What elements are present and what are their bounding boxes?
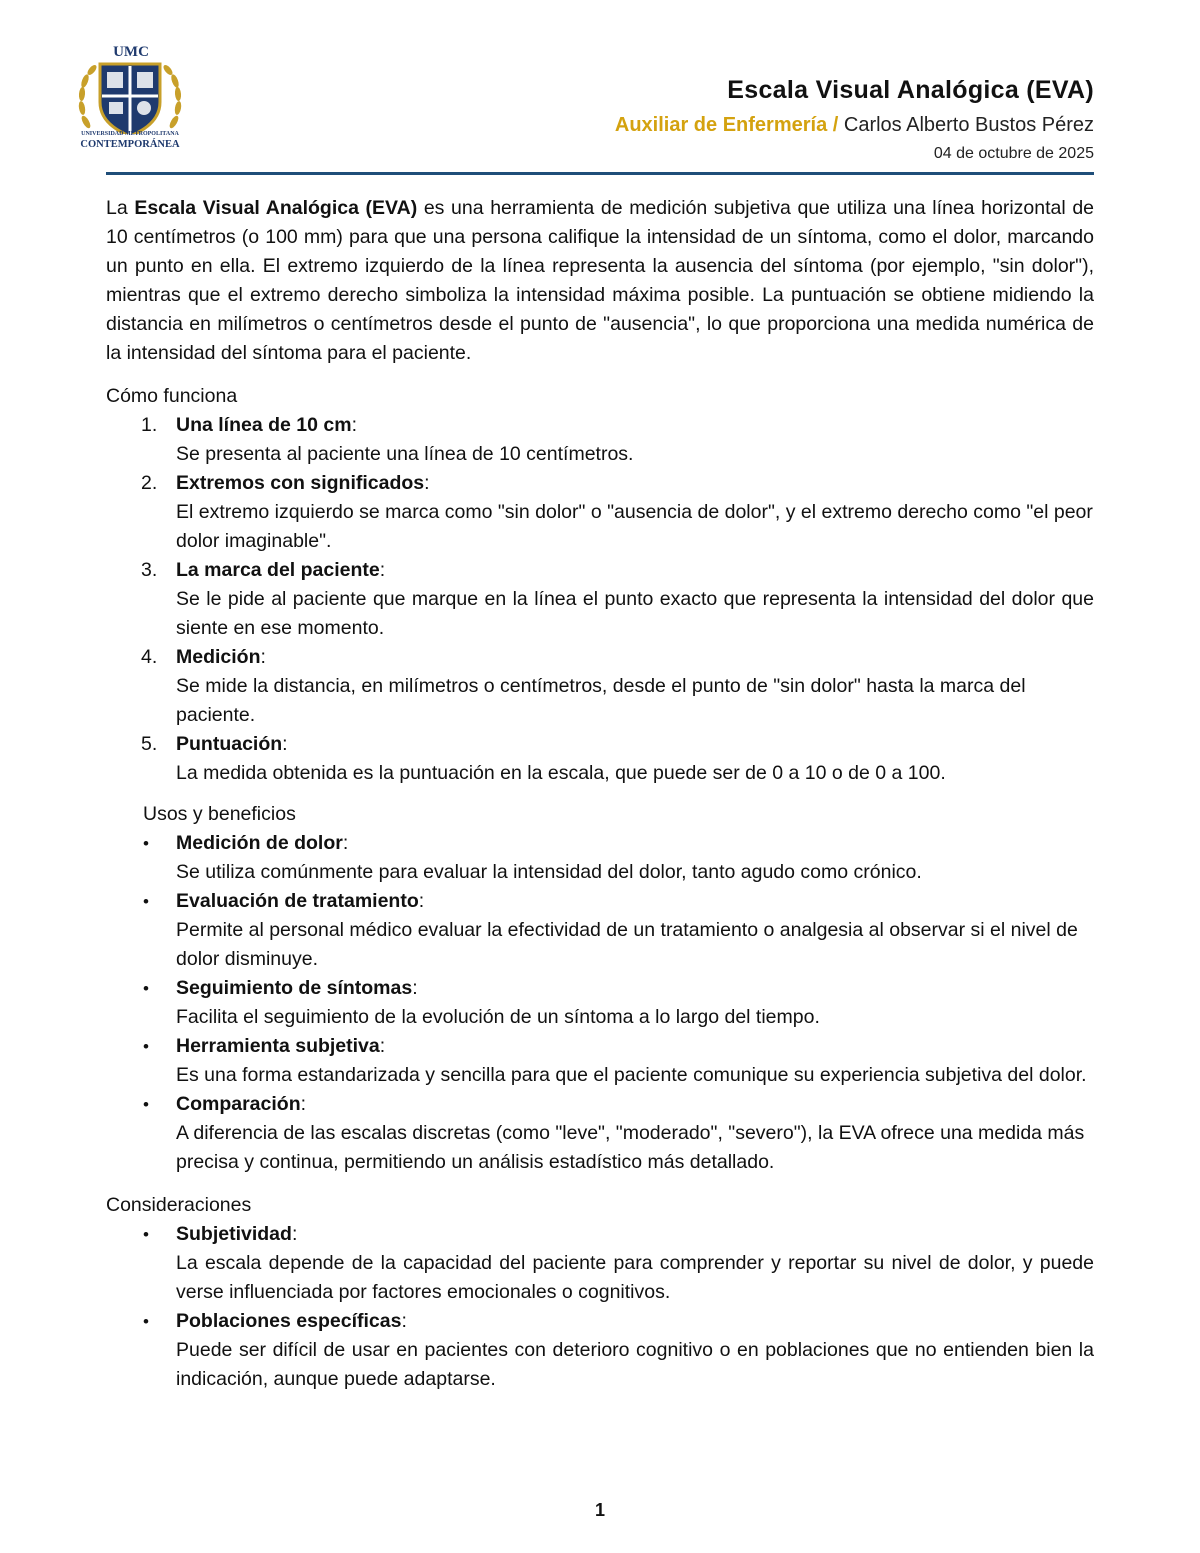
intro-term: Escala Visual Analógica (EVA) <box>134 197 418 219</box>
item-term: Una línea de 10 cm <box>176 414 352 436</box>
section-heading-consideraciones: Consideraciones <box>106 1194 252 1216</box>
section-heading-como-funciona: Cómo funciona <box>106 385 238 407</box>
program-name: Auxiliar de Enfermería / <box>614 114 839 136</box>
list-item <box>106 974 1094 1032</box>
bullet-icon: • <box>143 1312 149 1331</box>
item-colon: : <box>342 832 349 854</box>
item-description: Se mide la distancia, en milímetros o centímetros, desde el punto de "sin dolor" hasta la marca del paciente. <box>176 675 1026 726</box>
intro-lead: La <box>106 197 135 219</box>
item-description: La escala depende de la capacidad del paciente para comprender y reportar su nivel de dolor, y puede verse influenciada por factores emocionales o cognitivos. <box>176 1252 1094 1303</box>
bullet-icon: • <box>143 834 149 853</box>
bullet-icon: • <box>143 892 149 911</box>
item-colon: : <box>282 733 288 755</box>
item-colon: : <box>260 646 266 668</box>
item-description: Es una forma estandarizada y sencilla para que el paciente comunique su experiencia subjetiva del dolor. <box>176 1064 1087 1086</box>
bullet-icon: • <box>143 1095 149 1114</box>
list-number: 1. <box>141 414 158 436</box>
list-item <box>106 411 1094 469</box>
bullet-icon: • <box>143 1225 149 1244</box>
list-item <box>106 1090 1094 1177</box>
item-term: Subjetividad <box>176 1223 292 1245</box>
item-colon: : <box>424 472 430 494</box>
list-item <box>106 1307 1094 1394</box>
intro-text: es una herramienta de medición subjetiva que utiliza una línea horizontal de 10 centímetros (o 100 mm) para que una persona califique la intensidad de un síntoma, como el dolor, marcando un punto en ella. El extremo izquierdo de la línea representa la ausencia del síntoma (por ejemplo, "sin dolor"), mientras que el extremo derecho simboliza la intensidad máxima posible. La puntuación se obtiene midiendo la distancia en milímetros o centímetros desde el punto de "ausencia", lo que proporciona una medida numérica de la intensidad del síntoma para el paciente. <box>106 197 1095 364</box>
item-description: Permite al personal médico evaluar la efectividad de un tratamiento o analgesia al observar si el nivel de dolor disminuye. <box>176 919 1078 970</box>
list-item <box>106 829 1094 887</box>
item-colon: : <box>418 890 425 912</box>
list-item <box>106 730 1094 788</box>
item-colon: : <box>379 559 386 581</box>
item-description: Se utiliza comúnmente para evaluar la intensidad del dolor, tanto agudo como crónico. <box>176 861 922 883</box>
item-description: El extremo izquierdo se marca como "sin dolor" o "ausencia de dolor", y el extremo derecho como "el peor dolor imaginable". <box>176 501 1093 552</box>
list-item <box>106 1220 1094 1307</box>
list-item <box>106 887 1094 974</box>
intro-paragraph <box>106 194 1094 368</box>
item-description: Se presenta al paciente una línea de 10 centímetros. <box>176 443 634 465</box>
list-item <box>106 643 1094 730</box>
item-term: Evaluación de tratamiento <box>176 890 419 912</box>
item-description: La medida obtenida es la puntuación en la escala, que puede ser de 0 a 10 o de 0 a 100. <box>176 762 946 784</box>
item-colon: : <box>412 977 418 999</box>
item-term: Comparación <box>176 1093 301 1115</box>
bullet-list-consideraciones <box>106 1220 1094 1394</box>
item-colon: : <box>351 414 357 436</box>
item-term: Seguimiento de síntomas <box>176 977 413 999</box>
document-title: Escala Visual Analógica (EVA) <box>727 76 1094 104</box>
logo-caption-2: CONTEMPORÁNEA <box>80 139 180 150</box>
list-item <box>106 469 1094 556</box>
item-colon: : <box>401 1310 407 1332</box>
header-divider <box>106 172 1094 175</box>
item-term: Puntuación <box>176 733 283 755</box>
item-description: Facilita el seguimiento de la evolución de un síntoma a lo largo del tiempo. <box>176 1006 820 1028</box>
list-number: 3. <box>141 559 158 581</box>
item-description: Puede ser difícil de usar en pacientes con deterioro cognitivo o en poblaciones que no entienden bien la indicación, aunque puede adaptarse. <box>176 1339 1094 1390</box>
item-term: Medición de dolor <box>176 832 343 854</box>
item-colon: : <box>291 1223 298 1245</box>
item-colon: : <box>300 1093 307 1115</box>
document-body <box>106 194 1094 1394</box>
list-item <box>106 556 1094 643</box>
bullet-list-usos <box>106 829 1094 1177</box>
item-term: La marca del paciente <box>176 559 380 581</box>
item-term: Medición <box>176 646 261 668</box>
item-description: A diferencia de las escalas discretas (como "leve", "moderado", "severo"), la EVA ofrece una medida más precisa y continua, permitiendo un análisis estadístico más detallado. <box>176 1122 1085 1173</box>
list-number: 5. <box>141 733 158 755</box>
bullet-icon: • <box>143 979 149 998</box>
bullet-icon: • <box>143 1037 149 1056</box>
list-number: 4. <box>141 646 158 668</box>
logo-caption-1: UNIVERSIDAD METROPOLITANA <box>81 131 179 137</box>
logo-text: UMC <box>113 44 149 60</box>
item-description: Se le pide al paciente que marque en la línea el punto exacto que representa la intensidad del dolor que siente en ese momento. <box>176 588 1094 639</box>
item-term: Herramienta subjetiva <box>176 1035 380 1057</box>
item-term: Poblaciones específicas <box>176 1310 402 1332</box>
item-term: Extremos con significados <box>176 472 425 494</box>
section-heading-usos: Usos y beneficios <box>143 803 296 825</box>
document-subtitle <box>615 114 1094 137</box>
page-number: 1 <box>594 1500 605 1520</box>
numbered-list-como-funciona <box>106 411 1094 788</box>
list-number: 2. <box>141 472 158 494</box>
item-colon: : <box>379 1035 386 1057</box>
document-date: 04 de octubre de 2025 <box>933 145 1094 162</box>
list-item <box>106 1032 1094 1090</box>
author-name: Carlos Alberto Bustos Pérez <box>843 114 1094 136</box>
